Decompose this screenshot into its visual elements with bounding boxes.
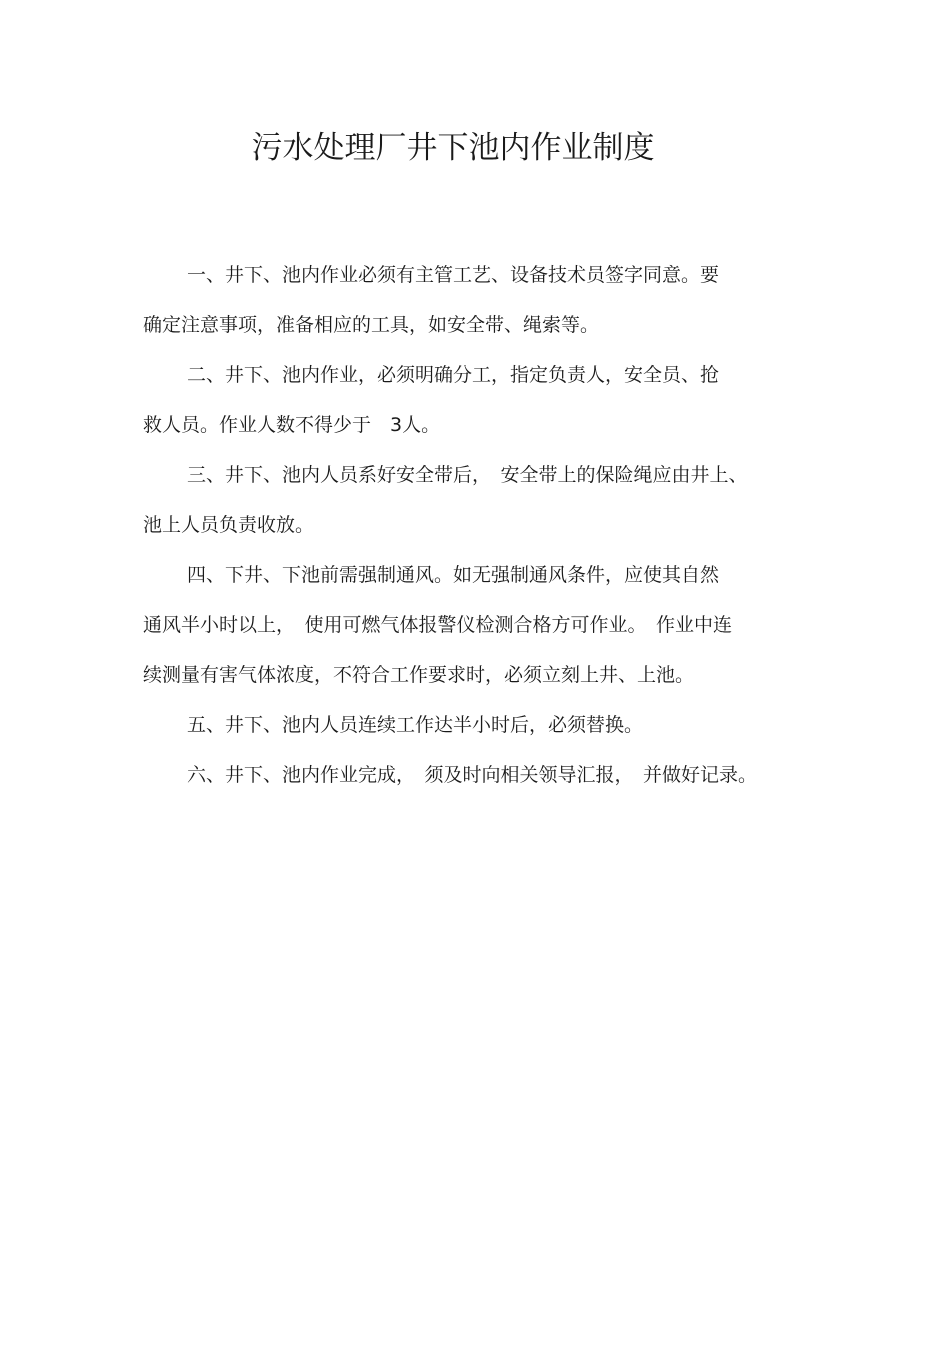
document-title: 污水处理厂井下池内作业制度: [251, 130, 655, 166]
paragraph-line: 池上人员负责收放。: [143, 514, 315, 536]
paragraph-line: 六、井下、池内作业完成， 须及时向相关领导汇报， 并做好记录。: [187, 764, 758, 786]
paragraph-2: [143, 350, 813, 450]
paragraph-6: [143, 750, 813, 800]
paragraph-line: 四、下井、下池前需强制通风。如无强制通风条件，应使其自然: [187, 564, 720, 586]
paragraph-line: 一、井下、池内作业必须有主管工艺、设备技术员签字同意。要: [187, 264, 720, 286]
paragraph-3: [143, 450, 813, 550]
paragraph-5: [143, 700, 813, 750]
paragraph-line: 五、井下、池内人员连续工作达半小时后，必须替换。: [187, 714, 644, 736]
document-body: [143, 250, 813, 800]
paragraph-4: [143, 550, 813, 700]
paragraph-line: 确定注意事项，准备相应的工具，如安全带、绳索等。: [143, 314, 600, 336]
paragraph-line: 救人员。作业人数不得少于 3人。: [143, 414, 441, 436]
paragraph-line: 三、井下、池内人员系好安全带后， 安全带上的保险绳应由井上、: [187, 464, 748, 486]
paragraph-1: [143, 250, 813, 350]
paragraph-line: 二、井下、池内作业，必须明确分工，指定负责人，安全员、抢: [187, 364, 720, 386]
paragraph-line: 通风半小时以上， 使用可燃气体报警仪检测合格方可作业。 作业中连: [143, 614, 733, 636]
paragraph-line: 续测量有害气体浓度，不符合工作要求时，必须立刻上井、上池。: [143, 664, 695, 686]
